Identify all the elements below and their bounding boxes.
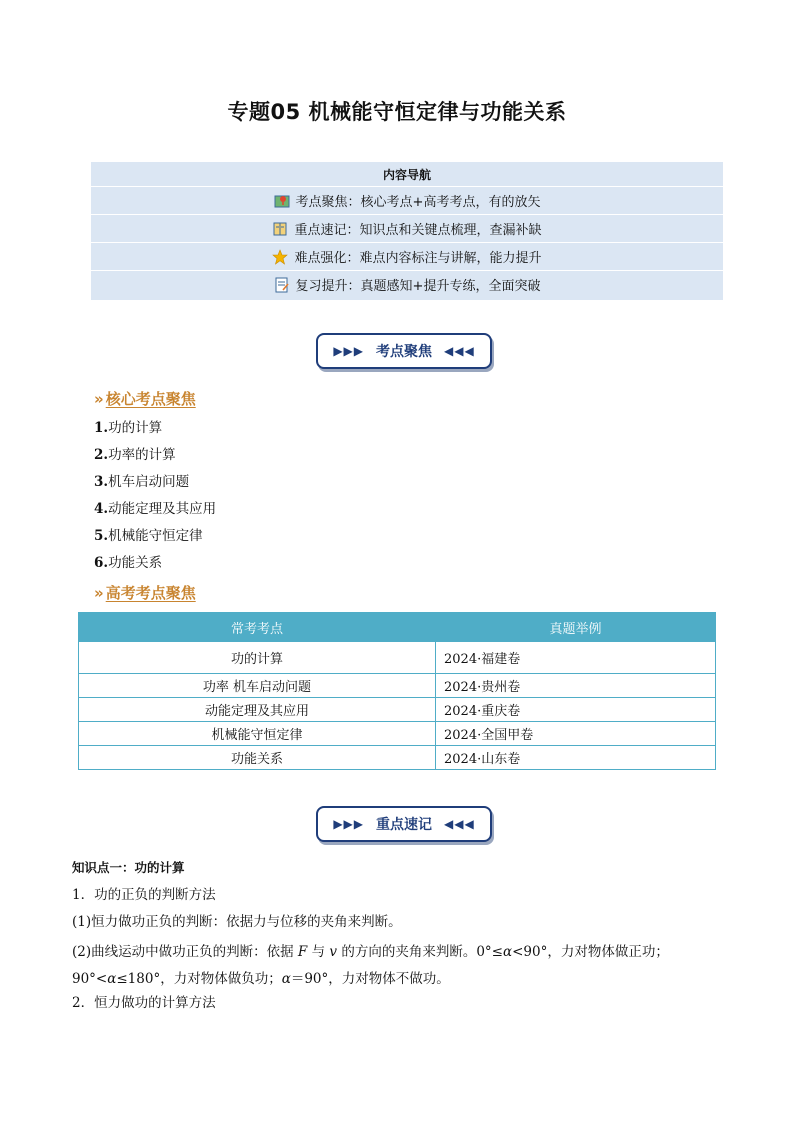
paragraph: 1．功的正负的判断方法	[72, 887, 216, 903]
core-topic-list	[94, 418, 216, 580]
table-cell: 功的计算	[79, 642, 436, 674]
table-cell: 2024·贵州卷	[436, 674, 716, 698]
section-banner-focus	[316, 333, 492, 369]
banner-label: 重点速记	[376, 817, 432, 833]
table-cell: 2024·全国甲卷	[436, 722, 716, 746]
paragraph: 2．恒力做功的计算方法	[72, 995, 216, 1011]
exam-section-heading	[94, 582, 196, 603]
nav-item-label: 复习提升：真题感知+提升专练，全面突破	[295, 279, 541, 294]
nav-item-label: 考点聚焦：核心考点+高考考点，有的放矢	[295, 195, 541, 210]
list-item: 1.功的计算	[94, 420, 163, 436]
double-chevron-icon: »	[94, 390, 104, 408]
knowledge-content	[72, 858, 722, 1020]
page-title: 专题05 机械能守恒定律与功能关系	[227, 100, 567, 124]
double-chevron-icon: »	[94, 584, 104, 602]
table-header: 真题举例	[436, 613, 716, 642]
table-row	[79, 722, 716, 746]
table-header-row	[79, 613, 716, 642]
table-row	[79, 746, 716, 770]
nav-heading: 内容导航	[91, 162, 723, 187]
table-cell: 功率 机车启动问题	[79, 674, 436, 698]
table-cell: 2024·山东卷	[436, 746, 716, 770]
table-header: 常考考点	[79, 613, 436, 642]
paragraph: (1)恒力做功正负的判断：依据力与位移的夹角来判断。	[72, 914, 402, 930]
arrows-right-icon: ◀◀◀	[444, 344, 475, 358]
nav-item-label: 重点速记：知识点和关键点梳理，查漏补缺	[294, 223, 542, 238]
table-row	[79, 642, 716, 674]
nav-item-difficulty	[91, 243, 723, 271]
knowledge-point-title: 知识点一：功的计算	[72, 860, 185, 875]
core-heading-text: 核心考点聚焦	[105, 390, 196, 408]
arrows-left-icon: ▶▶▶	[333, 817, 364, 831]
content-navigation	[91, 162, 723, 300]
section-banner-memo	[316, 806, 492, 842]
nav-item-focus	[91, 187, 723, 215]
table-cell: 2024·福建卷	[436, 642, 716, 674]
table-cell: 动能定理及其应用	[79, 698, 436, 722]
list-item: 3.机车启动问题	[94, 474, 190, 490]
core-section-heading	[94, 388, 196, 409]
arrows-left-icon: ▶▶▶	[333, 344, 364, 358]
table-row	[79, 698, 716, 722]
map-icon	[274, 193, 290, 209]
banner-label: 考点聚焦	[376, 344, 432, 360]
table-row	[79, 674, 716, 698]
notepad-icon	[274, 277, 290, 293]
nav-item-memo	[91, 215, 723, 243]
nav-item-label: 难点强化：难点内容标注与讲解，能力提升	[294, 251, 542, 266]
exam-heading-text: 高考考点聚焦	[105, 584, 196, 602]
table-cell: 功能关系	[79, 746, 436, 770]
star-icon	[272, 249, 288, 265]
book-icon	[272, 221, 288, 237]
list-item: 2.功率的计算	[94, 447, 176, 463]
list-item: 6.功能关系	[94, 555, 163, 571]
exam-table	[78, 612, 716, 770]
paragraph: (2)曲线运动中做功正负的判断：依据 F 与 v 的方向的夹角来判断。0°≤α<90°，力对物体做正功；90°<α≤180°，力对物体做负功；α＝90°，力对物体不做功。	[72, 944, 669, 987]
table-cell: 2024·重庆卷	[436, 698, 716, 722]
arrows-right-icon: ◀◀◀	[444, 817, 475, 831]
table-cell: 机械能守恒定律	[79, 722, 436, 746]
list-item: 5.机械能守恒定律	[94, 528, 203, 544]
nav-item-review	[91, 271, 723, 298]
list-item: 4.动能定理及其应用	[94, 501, 217, 517]
